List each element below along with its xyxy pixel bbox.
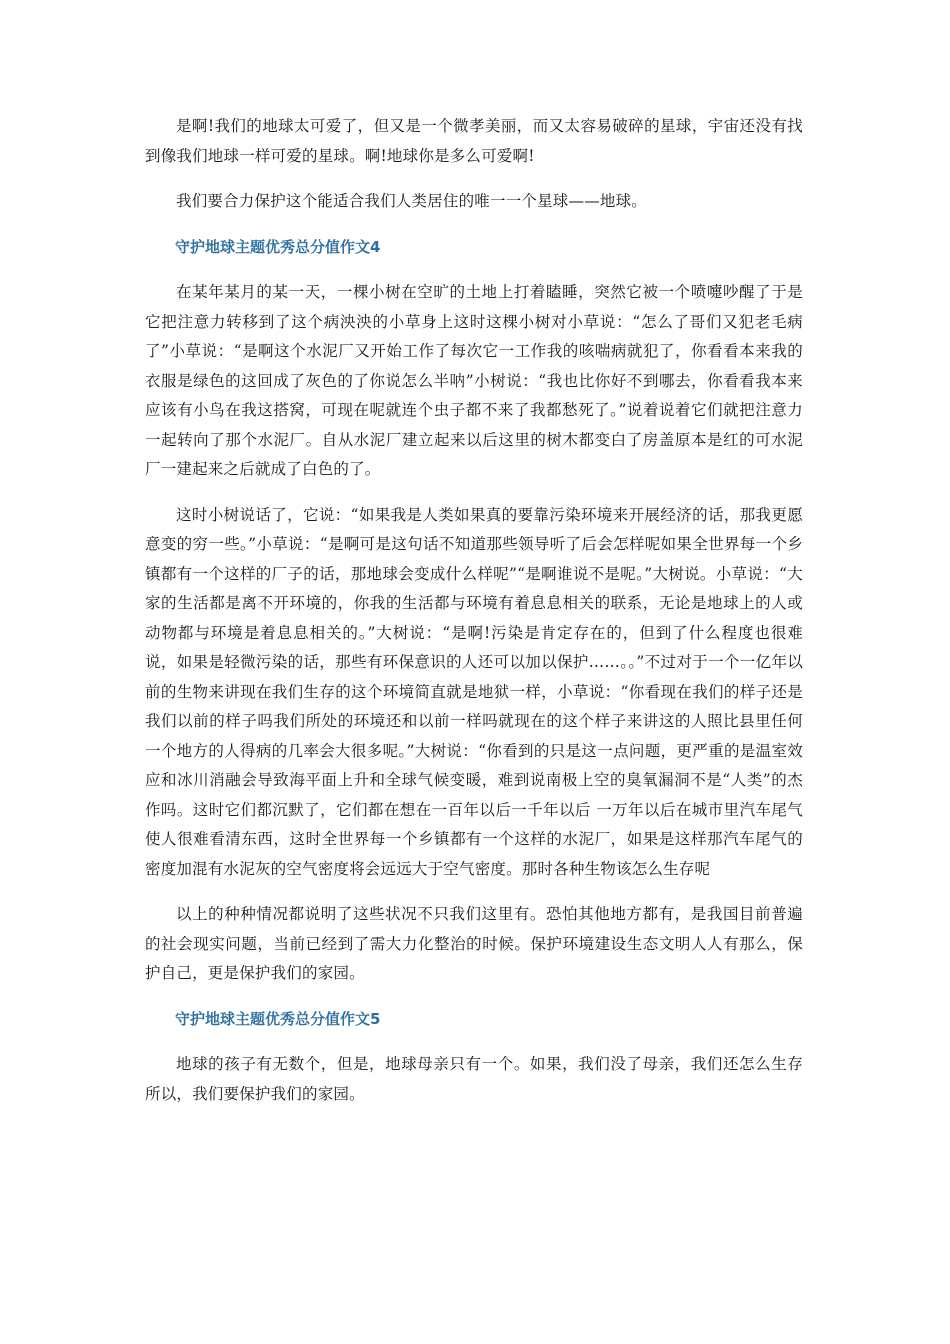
paragraph: 在某年某月的某一天，一棵小树在空旷的土地上打着瞌睡，突然它被一个喷嚏吵醒了于是它把注意力转移到了这个病泱泱的小草身上这时这棵小树对小草说：“怎么了哥们又犯老毛病了”小草说：“是啊这个水泥厂又开始工作了每次它一工作我的咳喘病就犯了，你看看本来我的衣服是绿色的这回成了灰色的了你说怎么半呐”小树说：“我也比你好不到哪去，你看看我本来应该有小鸟在我这搭窝，可现在呢就连个虫子都不来了我都愁死了。”说着说着它们就把注意力一起转向了那个水泥厂。自从水泥厂建立起来以后这里的树木都变白了房盖原本是红的可水泥厂一建起来之后就成了白色的了。 <box>145 283 803 478</box>
paragraph: 地球的孩子有无数个，但是，地球母亲只有一个。如果，我们没了母亲，我们还怎么生存所以，我们要保护我们的家园。 <box>145 1055 803 1103</box>
section-heading: 守护地球主题优秀总分值作文5 <box>175 1009 381 1028</box>
section-heading: 守护地球主题优秀总分值作文4 <box>175 237 381 256</box>
paragraph: 这时小树说话了，它说：“如果我是人类如果真的要靠污染环境来开展经济的话，那我更愿意变的穷一些。”小草说：“是啊可是这句话不知道那些领导听了后会怎样呢如果全世界每一个乡镇都有一个这样的厂子的话，那地球会变成什么样呢”“是啊谁说不是呢。”大树说。小草说：“大家的生活都是离不开环境的，你我的生活都与环境有着息息相关的联系，无论是地球上的人或动物都与环境是着息息相关的。”大树说：“是啊!污染是肯定存在的，但到了什么程度也很难说，如果是轻微污染的话，那些有环保意识的人还可以加以保护……。。”不过对于一个一亿年以前的生物来讲现在我们生存的这个环境简直就是地狱一样，小草说：“你看现在我们的样子还是我们以前的样子吗我们所处的环境还和以前一样吗就现在的这个样子来讲这的人照比县里任何一个地方的人得病的几率会大很多呢。”大树说：“你看到的只是这一点问题，更严重的是温室效应和冰川消融会导致海平面上升和全球气候变暖，难到说南极上空的臭氧漏洞不是“人类”的杰作吗。这时它们都沉默了，它们都在想在一百年以后一千年以后 一万年以后在城市里汽车尾气使人很难看清东西，这时全世界每一个乡镇都有一个这样的水泥厂，如果是这样那汽车尾气的密度加混有水泥灰的空气密度将会远远大于空气密度。那时各种生物该怎么生存呢 <box>145 505 803 878</box>
document-page <box>145 112 803 1125</box>
paragraph: 以上的种种情况都说明了这些状况不只我们这里有。恐怕其他地方都有，是我国目前普遍的社会现实问题，当前已经到了需大力化整治的时候。保护环境建设生态文明人人有那么，保护自己，更是保护我们的家园。 <box>145 905 803 982</box>
paragraph: 是啊!我们的地球太可爱了，但又是一个微孝美丽，而又太容易破碎的星球，宇宙还没有找到像我们地球一样可爱的星球。啊!地球你是多么可爱啊! <box>145 117 803 165</box>
paragraph: 我们要合力保护这个能适合我们人类居住的唯一一个星球——地球。 <box>176 192 648 210</box>
